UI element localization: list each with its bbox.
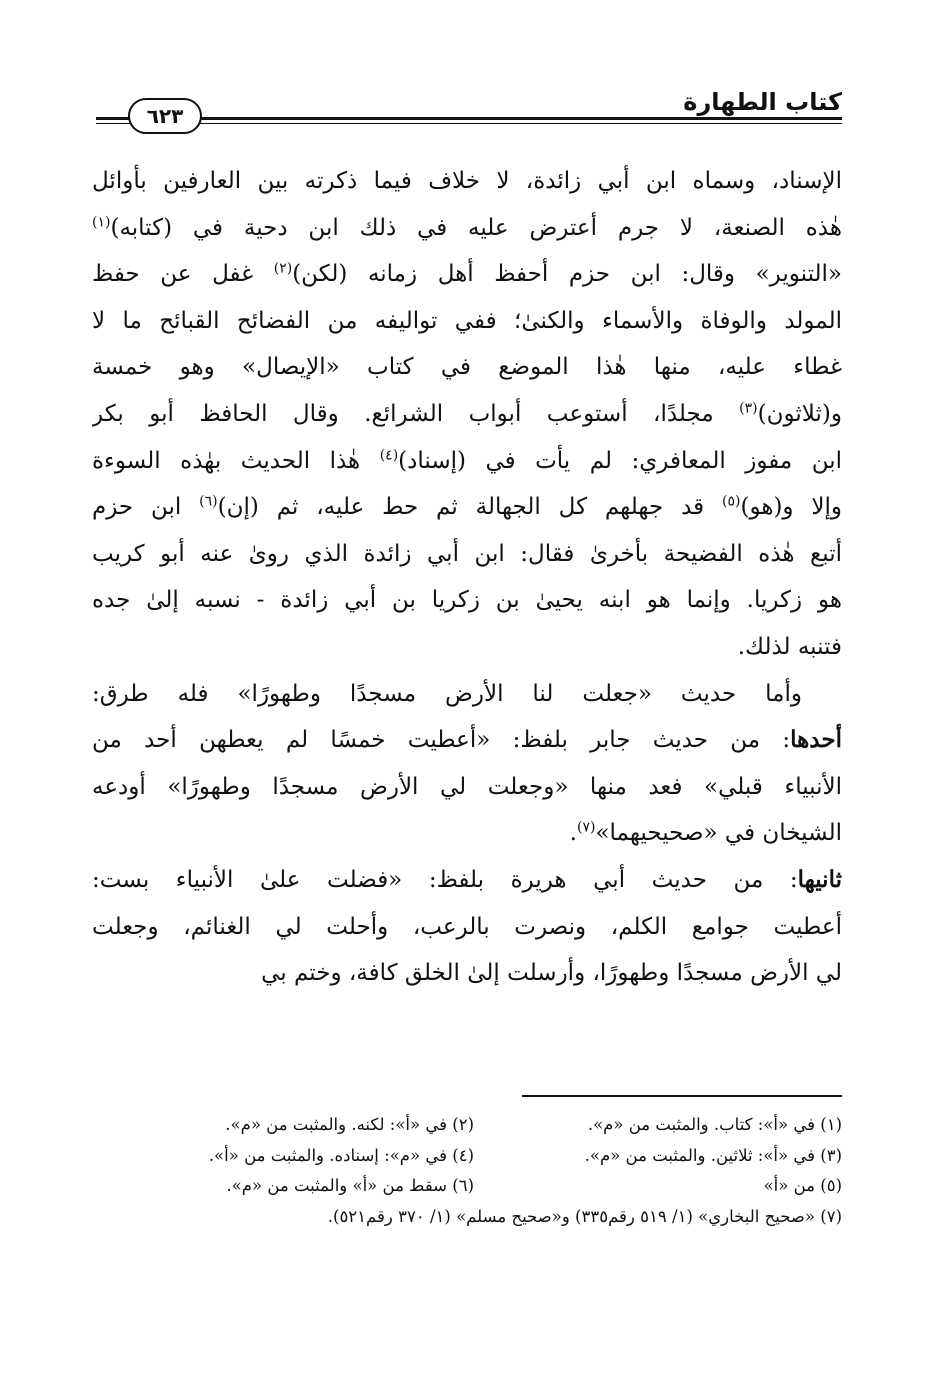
footnote-ref: (٧) xyxy=(576,819,596,836)
text-line xyxy=(92,717,842,764)
text-run: الإسناد، وسماه ابن أبي زائدة، لا خلاف فيما ذكرته بين العارفين بأوائل xyxy=(92,168,842,194)
footnote-ref: (٤) xyxy=(379,446,399,463)
footnote: (٤) في «م»: إسناده. والمثبت من «أ». xyxy=(208,1145,474,1165)
footnote-row xyxy=(92,1141,842,1172)
footnote-separator xyxy=(522,1095,842,1097)
text-run: الأنبياء قبلي» فعد منها «وجعلت لي الأرض مسجدًا وطهورًا» أودعه xyxy=(92,773,842,800)
text-run: : من حديث جابر بلفظ: «أعطيت خمسًا لم يعطهن أحد من xyxy=(92,727,791,754)
text-line xyxy=(92,298,842,345)
text-run: وأما حديث «جعلت لنا الأرض مسجدًا وطهورًا» فله طرق: xyxy=(92,680,802,707)
text-line xyxy=(92,764,842,811)
text-run: هو زكريا. وإنما هو ابنه يحيىٰ بن زكريا بن أبي زائدة - نسبه إلىٰ جده xyxy=(92,587,842,614)
footnote: (٥) من «أ» xyxy=(763,1176,842,1195)
header-rule-thick xyxy=(96,117,842,120)
footnote-ref: (٦) xyxy=(199,493,218,510)
text-line xyxy=(92,577,842,624)
footnote: (١) في «أ»: كتاب. والمثبت من «م». xyxy=(587,1115,842,1134)
footnote-ref: (٥) xyxy=(722,493,741,510)
text-run: أتبع هٰذه الفضيحة بأخرىٰ فقال: ابن أبي زائدة الذي روىٰ عنه أبو كريب xyxy=(92,540,842,567)
text-run: ابن حزم xyxy=(92,494,200,521)
text-line xyxy=(92,484,842,531)
text-run: غفل عن حفظ xyxy=(92,261,274,288)
text-line xyxy=(92,950,842,997)
footnote-ref: (٣) xyxy=(739,400,758,417)
text-line xyxy=(92,671,842,718)
text-line xyxy=(92,344,842,391)
text-run: المولد والوفاة والأسماء والكنىٰ؛ ففي تواليفه من الفضائح القبائح ما لا xyxy=(92,307,842,334)
footnote-row xyxy=(92,1171,842,1202)
text-run: مجلدًا، أستوعب أبواب الشرائع. وقال الحافظ أبو بكر xyxy=(92,400,740,427)
footnote-row xyxy=(92,1202,842,1233)
text-run: لي الأرض مسجدًا وطهورًا، وأرسلت إلىٰ الخلق كافة، وختم بي xyxy=(261,960,842,987)
page-number: ٦٢٣ xyxy=(128,98,202,134)
footnote: (٧) «صحيح البخاري» (١/ ٥١٩ رقم٣٣٥) و«صحيح مسلم» (١/ ٣٧٠ رقم٥٢١). xyxy=(327,1206,842,1226)
text-run: أعطيت جوامع الكلم، ونصرت بالرعب، وأحلت لي الغنائم، وجعلت xyxy=(92,913,842,940)
text-line xyxy=(92,438,842,485)
text-run: و(ثلاثون) xyxy=(757,400,842,427)
main-text xyxy=(92,158,842,997)
chapter-title: كتاب الطهارة xyxy=(683,88,842,116)
text-run: ابن مفوز المعافري: لم يأت في (إسناد) xyxy=(398,447,842,474)
text-line xyxy=(92,251,842,298)
footnote-ref: (١) xyxy=(92,213,111,230)
text-line xyxy=(92,857,842,904)
text-line xyxy=(92,531,842,578)
text-run: : من حديث أبي هريرة بلفظ: «فضلت علىٰ الأنبياء بست: xyxy=(92,866,798,893)
footnote: (٢) في «أ»: لكنه. والمثبت من «م». xyxy=(225,1115,474,1134)
text-run: «التنوير» وقال: ابن حزم أحفظ أهل زمانه (لكن) xyxy=(292,261,842,288)
text-run: غطاء عليه، منها هٰذا الموضع في كتاب «الإيصال» وهو خمسة xyxy=(92,354,842,381)
text-line xyxy=(92,205,842,252)
text-run: وإلا و(هو) xyxy=(740,494,842,521)
text-run: هٰذا الحديث بهٰذه السوءة xyxy=(92,447,380,474)
text-line xyxy=(92,810,842,857)
text-line xyxy=(92,158,842,205)
footnotes xyxy=(92,1110,842,1232)
footnote: (٣) في «أ»: ثلاثين. والمثبت من «م». xyxy=(584,1145,842,1165)
text-run: هٰذه الصنعة، لا جرم أعترض عليه في ذلك ابن دحية في (كتابه) xyxy=(110,214,842,241)
footnote-row xyxy=(92,1110,842,1141)
text-line xyxy=(92,391,842,438)
text-run: فتنبه لذلك. xyxy=(737,633,842,660)
text-run: الشيخان في «صحيحيهما» xyxy=(595,820,842,847)
heading-keyword: أحدها xyxy=(790,726,842,754)
header-rule-thin xyxy=(96,123,842,124)
text-line xyxy=(92,624,842,671)
text-run: . xyxy=(569,820,577,847)
heading-keyword: ثانيها xyxy=(797,865,842,893)
text-line xyxy=(92,904,842,951)
text-run: قد جهلهم كل الجهالة ثم حط عليه، ثم (إن) xyxy=(217,494,722,521)
footnote: (٦) سقط من «أ» والمثبت من «م». xyxy=(226,1176,474,1195)
footnote-ref: (٢) xyxy=(273,260,293,277)
